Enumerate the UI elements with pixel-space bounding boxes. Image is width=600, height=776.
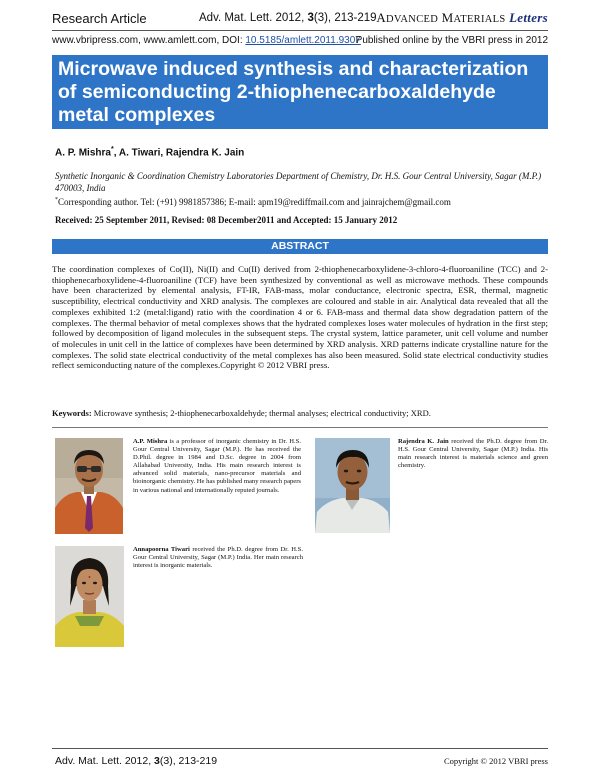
doi-link[interactable]: 10.5185/amlett.2011.9307 [245,35,361,46]
header-divider [52,30,548,31]
footer-copyright: Copyright © 2012 VBRI press [443,756,548,766]
article-type: Research Article [52,11,147,26]
journal-reference: Adv. Mat. Lett. 2012, 3(3), 213-219 [199,12,377,24]
bio-tiwari: Annapoorna Tiwari received the Ph.D. degree from Dr. H.S. Gour Central University, Sagar (M.P.) India. Her main research interest is inorganic materials. [133,546,303,570]
author-photo-jain [315,438,390,533]
abstract-heading: ABSTRACT [52,239,548,254]
author-photo-mishra [55,438,123,534]
corresponding-author: *Corresponding author. Tel: (+91) 9981857386; E-mail: apm19@rediffmail.com and jainrajchem@gmail.com [55,197,451,207]
sub-header [52,35,548,49]
keywords-divider [52,427,548,428]
abstract-text: The coordination complexes of Co(II), Ni(II) and Cu(II) derived from 2-thiophenecarboxylidene-3-chloro-4-fluoroaniline (TCC) and 2-thiophenecarboxylidene-4-fluoroaniline (TCF) have been synthesized by conventional as well as microwave methods. These compounds have been characterized by elemental analysis, FT-IR, FAB-mass, molar conductance, electronic spectra, ESR, thermal, magnetic susceptibility, electrical conductivity and XRD analysis. The complexes are coloured and stable in air. Analytical data revealed that all the complexes exhibited 1:2 (metal:ligand) ratio with the coordination 4 or 6. FAB-mass and thermal data show degradation pattern of the complexes. The thermal behavior of metal complexes shows that the hydrated complexes loses water molecules of hydration in the first step; followed by decomposition of ligand molecules in the subsequent steps. The crystal system, lattice parameter, unit cell volume and number of molecules in unit cell in the lattice of complexes have been determined by XRD analysis. XRD patterns indicate crystalline nature for the complexes. The solid state electrical conductivity of the metal complexes has also been measured. Solid state electrical conductivity studies reflect semiconducting nature of the complexes.Copyright © 2012 VBRI press. [52,264,548,371]
affiliation: Synthetic Inorganic & Coordination Chemistry Laboratories Department of Chemistry, Dr. H.S. Gour Central University, Sagar (M.P.) 470003, India [55,171,542,193]
running-header [52,10,548,28]
keywords: Keywords: Microwave synthesis; 2-thiophenecarboxaldehyde; thermal analyses; electrical conductivity; XRD. [52,408,431,418]
received-dates: Received: 25 September 2011, Revised: 08 December2011 and Accepted: 15 January 2012 [55,215,398,225]
portrait-tiwari-icon [55,546,124,647]
portrait-jain-icon [315,438,390,533]
author-photo-tiwari [55,546,124,647]
bio-mishra: A.P. Mishra is a professor of inorganic chemistry in Dr. H.S. Gour Central University, Sagar (M.P.). He has received the D.Phil. degree in 1984 and D.Sc. degree in 2004 from Allahabad University, India. His main research interest is advanced solid materials, nano-precursor materials and bioinorganic chemistry. He has published many research papers in various national and internationally reputed journals. [133,438,301,494]
author-list: A. P. Mishra*, A. Tiwari, Rajendra K. Jain [55,146,245,159]
portrait-mishra-icon [55,438,123,534]
journal-brand: ADVANCED MATERIALS Letters [376,10,548,25]
footer-divider [52,748,548,749]
bio-jain: Rajendra K. Jain received the Ph.D. degree from Dr. H.S. Gour Central University, Sagar (M.P.) India. His main research interest is materials science and green chemistry. [398,438,548,470]
footer-journal-reference: Adv. Mat. Lett. 2012, 3(3), 213-219 [55,755,218,767]
article-title: Microwave induced synthesis and characterization of semiconducting 2-thiophenecarboxaldehyde metal complexes [52,55,548,129]
journal-sites: www.vbripress.com, www.amlett.com, DOI: [52,35,246,46]
published-note: Published online by the VBRI press in 2012 [355,35,548,46]
